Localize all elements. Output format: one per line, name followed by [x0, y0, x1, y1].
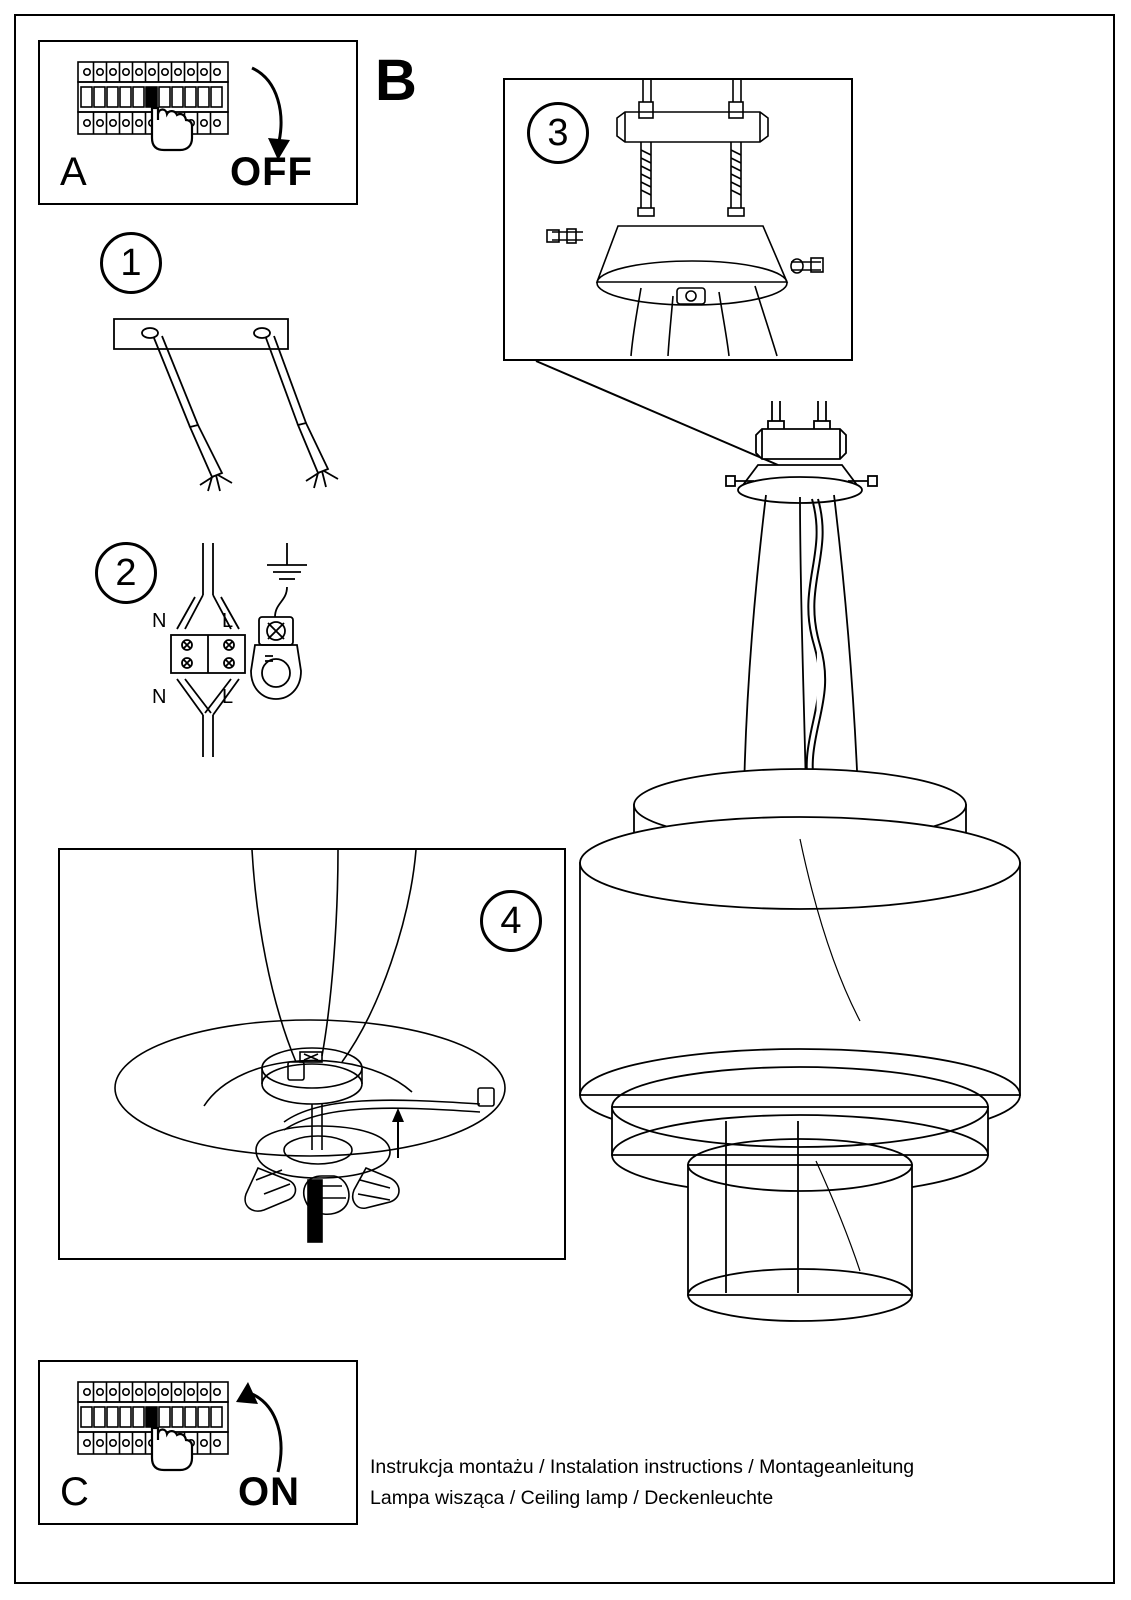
wire-label-l-top: L — [222, 610, 234, 632]
step-4-badge — [480, 890, 542, 952]
panel-a-letter: A — [60, 150, 87, 194]
curved-arrow-down-icon — [252, 68, 281, 146]
breaker-off-panel — [38, 40, 358, 205]
step-1-number: 1 — [120, 241, 142, 284]
panel-c-letter: C — [60, 1470, 89, 1514]
panel-b-letter: B — [375, 48, 417, 113]
step-4-shade-mount — [58, 848, 566, 1260]
pendant-lamp-illustration — [560, 395, 1100, 1375]
step-1-ceiling-bracket — [100, 305, 380, 505]
step-2-number: 2 — [115, 551, 137, 594]
step-1-badge — [100, 232, 162, 294]
caption-line-2: Lampa wisząca / Ceiling lamp / Deckenleuchte — [370, 1487, 774, 1509]
wire-label-n-top: N — [152, 610, 167, 632]
step-2-badge — [95, 542, 157, 604]
step-4-number: 4 — [500, 899, 522, 942]
hand-pointing-icon — [152, 1428, 192, 1470]
step-3-canopy-mount — [503, 78, 853, 361]
breaker-on-label: ON — [238, 1470, 300, 1514]
step-3-number: 3 — [547, 111, 569, 154]
wire-label-l-bottom: L — [222, 686, 234, 708]
wire-label-n-bottom: N — [152, 686, 167, 708]
step-2-wiring — [155, 525, 375, 775]
curved-arrow-up-icon — [252, 1394, 281, 1472]
caption-line-1: Instrukcja montażu / Instalation instructions / Montageanleitung — [370, 1456, 915, 1478]
breaker-off-label: OFF — [230, 150, 313, 194]
hand-pointing-icon — [152, 108, 192, 150]
step-3-badge — [527, 102, 589, 164]
breaker-on-panel — [38, 1360, 358, 1525]
